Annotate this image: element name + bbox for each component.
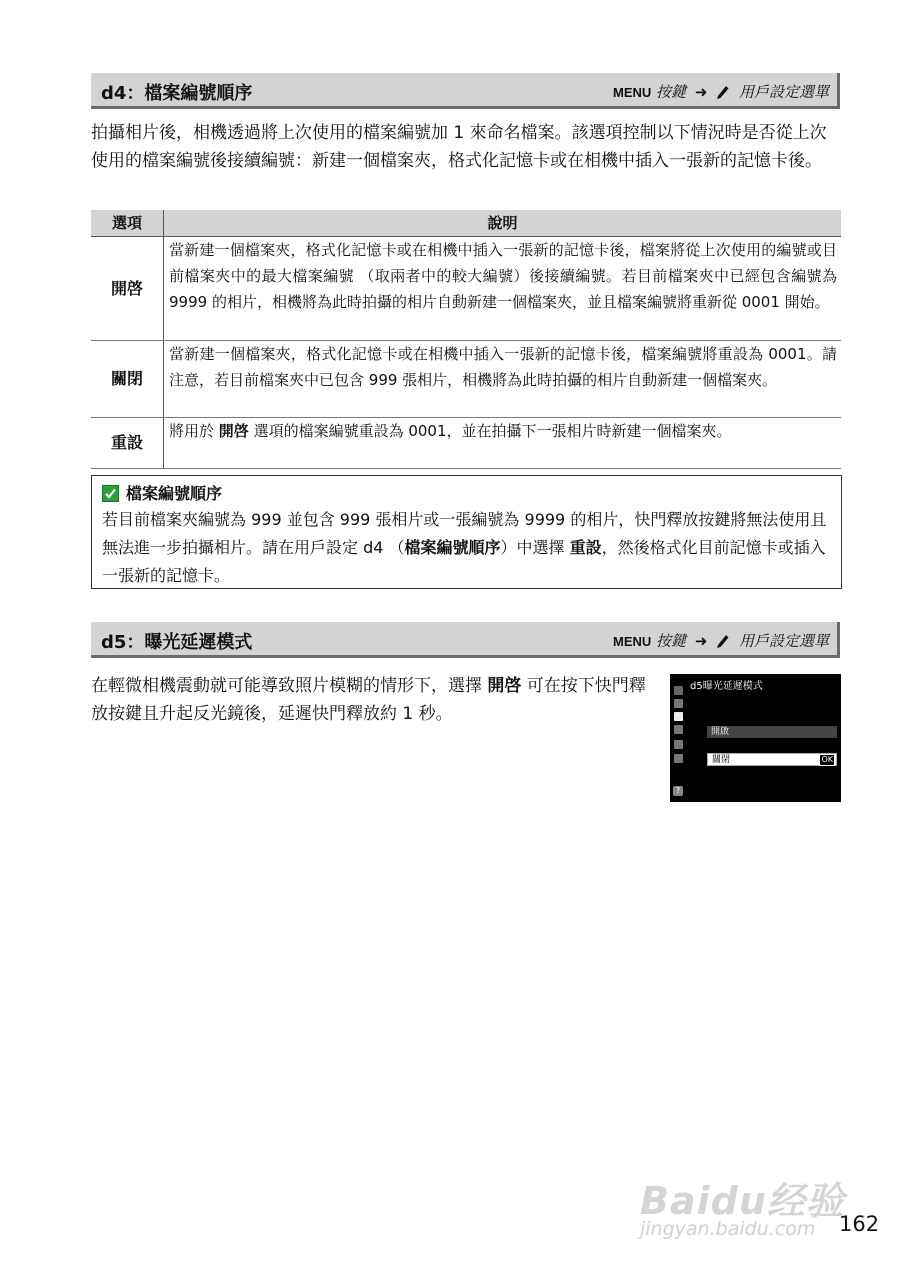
checkmark-icon [102,485,119,502]
watermark [640,1150,845,1250]
arrow-right-icon: ➜ [694,83,708,101]
d5-text-part: 在輕微相機震動就可能導致照片模糊的情形下，選擇 [91,676,488,696]
watermark-logo: Baidu经验 [640,1179,845,1223]
menu-target-label: 用戶設定選單 [738,632,829,650]
retouch-icon [674,740,683,749]
table-row [91,341,841,418]
help-icon: ? [673,786,683,796]
camera-menu-title: d5曝光延遲模式 [690,681,763,692]
section-d5-title: d5：曝光延遲模式 [101,632,253,653]
section-d4-title: d4：檔案編號順序 [101,83,253,104]
pencil-icon [674,712,683,721]
menu-key-label: 按鍵 [656,83,687,101]
section-d5-text [91,672,661,728]
menu-target-label: 用戶設定選單 [738,83,829,101]
option-on: 開啓 [91,237,164,341]
header-option: 選項 [91,210,164,237]
option-on-desc: 當新建一個檔案夾，格式化記憶卡或在相機中插入一張新的記憶卡後，檔案將從上次使用的編號或目前檔案夾中的最大檔案編號 （取兩者中的較大編號）後接續編號。若目前檔案夾中已經包含編號為 9999 的相片，相機將為此時拍攝的相片自動新建一個檔案夾，並且檔案編號將重新從 0001 開始。 [164,237,842,341]
watermark-url: jingyan.baidu.com [640,1218,816,1240]
camera-option-on: 開啟 [707,726,837,738]
desc-bold: 開啓 [218,422,249,440]
wrench-icon [674,725,683,734]
section-d4-header [91,73,840,109]
option-reset-desc [164,418,842,469]
camera-icon [674,699,683,708]
note-text-part: ）中選擇 [500,538,570,557]
note-title [102,482,833,506]
table-row [91,237,841,341]
camera-option-off-label: 關閉 [712,755,731,765]
section-d4-intro: 拍攝相片後，相機透過將上次使用的檔案編號加 1 來命名檔案。該選項控制以下情況時是否從上次使用的檔案編號後接續編號：新建一個檔案夾，格式化記憶卡或在相機中插入一張新的記憶卡後。 [91,123,827,171]
option-off-desc: 當新建一個檔案夾，格式化記憶卡或在相機中插入一張新的記憶卡後，檔案編號將重設為 0001。請注意，若目前檔案夾中已包含 999 張相片，相機將為此時拍攝的相片自動新建一個檔案夾。 [164,341,842,418]
option-reset: 重設 [91,418,164,469]
camera-menu-screenshot [670,674,841,802]
table-header-row [91,210,841,237]
d5-bold: 開啓 [487,676,522,696]
playback-icon [674,686,683,695]
note-bold: 重設 [569,538,602,557]
desc-text: 將用於 [169,422,219,440]
note-text-part: ，然後格式化目前記憶卡或插入一張新的記憶卡。 [102,538,826,585]
d5-text-part: 可在按下快門釋放按鍵且升起反光鏡後，延遲快門釋放約 1 秒。 [91,676,646,724]
pencil-icon [716,633,730,652]
note-text-part: 若目前檔案夾編號為 999 並包含 999 張相片或一張編號為 9999 的相片，快門釋放按鍵將無法使用且無法進一步拍攝相片。請在用戶設定 d4 （ [102,510,827,557]
pencil-icon [716,84,730,103]
note-box [91,475,842,589]
section-d5-header [91,622,840,658]
menu-key-label: 按鍵 [656,632,687,650]
header-description: 說明 [164,210,842,237]
note-text [102,506,833,590]
desc-text: 選項的檔案編號重設為 0001，並在拍攝下一張相片時新建一個檔案夾。 [248,422,732,440]
menu-word: MENU [612,634,652,649]
menu-word: MENU [612,85,652,100]
camera-option-off [707,753,837,766]
arrow-right-icon: ➜ [694,632,708,650]
table-row [91,418,841,469]
page-number: 162 [839,1212,880,1236]
menu-path [613,81,829,103]
recent-icon [674,754,683,763]
menu-path [613,630,829,652]
option-off: 關閉 [91,341,164,418]
note-title-text: 檔案編號順序 [126,484,223,503]
options-table [91,210,841,469]
note-bold: 檔案編號順序 [404,538,501,557]
ok-icon: OK [821,755,833,764]
